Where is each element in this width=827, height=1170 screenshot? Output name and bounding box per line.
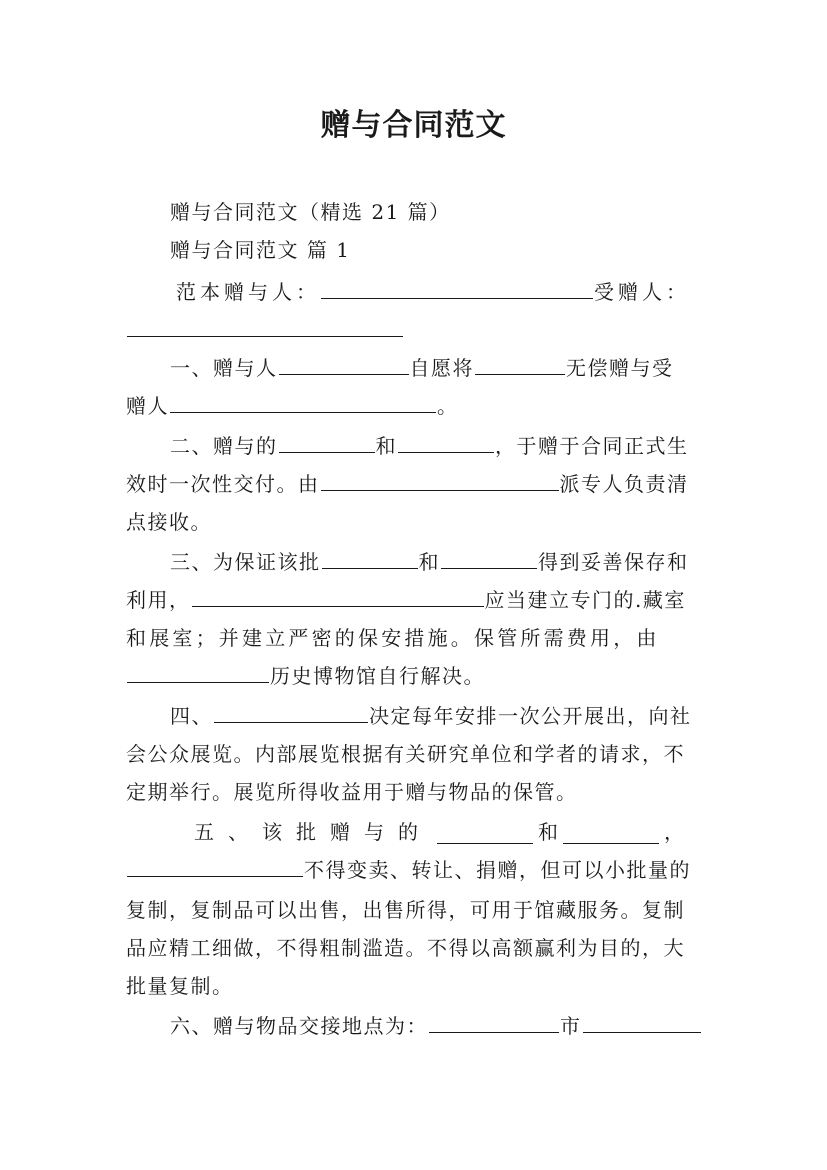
clause2-blank (321, 472, 559, 491)
clause2-text: 二、赠与的 (170, 434, 278, 458)
clause2-line3: 点接收。 (126, 510, 212, 534)
clause4-text: 四、 (170, 704, 213, 728)
recipient-blank (127, 318, 403, 337)
clause2-blank (398, 434, 494, 453)
clause3-blank (127, 664, 269, 683)
subtitle: 赠与合同范文（精选 21 篇） (170, 200, 451, 224)
clause1-blank (475, 356, 565, 375)
clause3-text: 和 (418, 550, 440, 574)
clause3-blank (192, 588, 484, 607)
recipient-label: 受赠人： (594, 280, 690, 304)
clause1-blank (170, 394, 436, 413)
donor-blank (321, 280, 593, 299)
clause4-line1 (170, 704, 692, 728)
clause2-text: ，于赠于合同正式生 (495, 434, 689, 458)
clause4-blank (214, 704, 368, 723)
clause5-line3: 复制，复制品可以出售，出售所得，可用于馆藏服务。复制 (126, 898, 685, 922)
clause5-text: 五、该批赠与的 (194, 820, 432, 844)
document-title: 赠与合同范文 (320, 108, 507, 143)
clause5-text: ， (664, 820, 684, 844)
clause3-line4 (126, 664, 485, 688)
clause2-text: 派专人负责清 (559, 472, 689, 496)
clause1-text: 赠人 (126, 394, 169, 418)
clause2-text: 和 (375, 434, 397, 458)
clause5-line4: 品应精工细做，不得粗制滥造。不得以高额赢利为目的，大 (126, 936, 685, 960)
clause4-line2: 会公众展览。内部展览根据有关研究单位和学者的请求，不 (126, 742, 685, 766)
clause3-line3: 和展室；并建立严密的保安措施。保管所需费用，由 (126, 626, 660, 650)
clause6-blank (583, 1014, 701, 1033)
clause2-text: 效时一次性交付。由 (126, 472, 320, 496)
clause3-text: 三、为保证该批 (170, 550, 321, 574)
clause3-line1 (170, 550, 689, 574)
clause5-text: 和 (538, 820, 558, 844)
clause5-blank (127, 858, 303, 877)
clause3-text: 利用， (126, 588, 191, 612)
recipient-line (126, 318, 404, 342)
clause2-line2 (126, 472, 689, 496)
clause3-text: 得到妥善保存和 (538, 550, 689, 574)
clause1-text: 一、赠与人 (170, 356, 278, 380)
section-title: 赠与合同范文 篇 1 (170, 238, 351, 262)
clause4-text: 决定每年安排一次公开展出，向社 (369, 704, 692, 728)
clause3-blank (441, 550, 537, 569)
clause5-line2 (126, 858, 691, 882)
clause6-text: 六、赠与物品交接地点为： (170, 1014, 428, 1038)
clause6-line1 (170, 1014, 702, 1038)
clause2-blank (279, 434, 375, 453)
clause3-blank (322, 550, 418, 569)
clause3-line2 (126, 588, 686, 612)
clause5-line1 (194, 820, 684, 844)
parties-line (176, 280, 690, 304)
clause6-blank (429, 1014, 559, 1033)
clause3-text: 应当建立专门的.藏室 (484, 588, 686, 612)
clause5-line5: 批量复制。 (126, 974, 234, 998)
clause3-text: 历史博物馆自行解决。 (270, 664, 485, 688)
clause4-line3: 定期举行。展览所得收益用于赠与物品的保管。 (126, 780, 578, 804)
clause1-text: 无偿赠与受 (566, 356, 674, 380)
clause1-blank (279, 356, 409, 375)
clause5-blank (563, 825, 659, 844)
donor-label: 范本赠与人： (176, 280, 320, 304)
clause6-text: 市 (560, 1014, 582, 1038)
clause1-text: 自愿将 (409, 356, 474, 380)
clause1-text: 。 (437, 394, 459, 418)
clause1-line2 (126, 394, 459, 418)
clause1-line1 (170, 356, 674, 380)
clause2-line1 (170, 434, 689, 458)
clause5-blank (437, 825, 533, 844)
clause5-text: 不得变卖、转让、捐赠，但可以小批量的 (304, 858, 691, 882)
